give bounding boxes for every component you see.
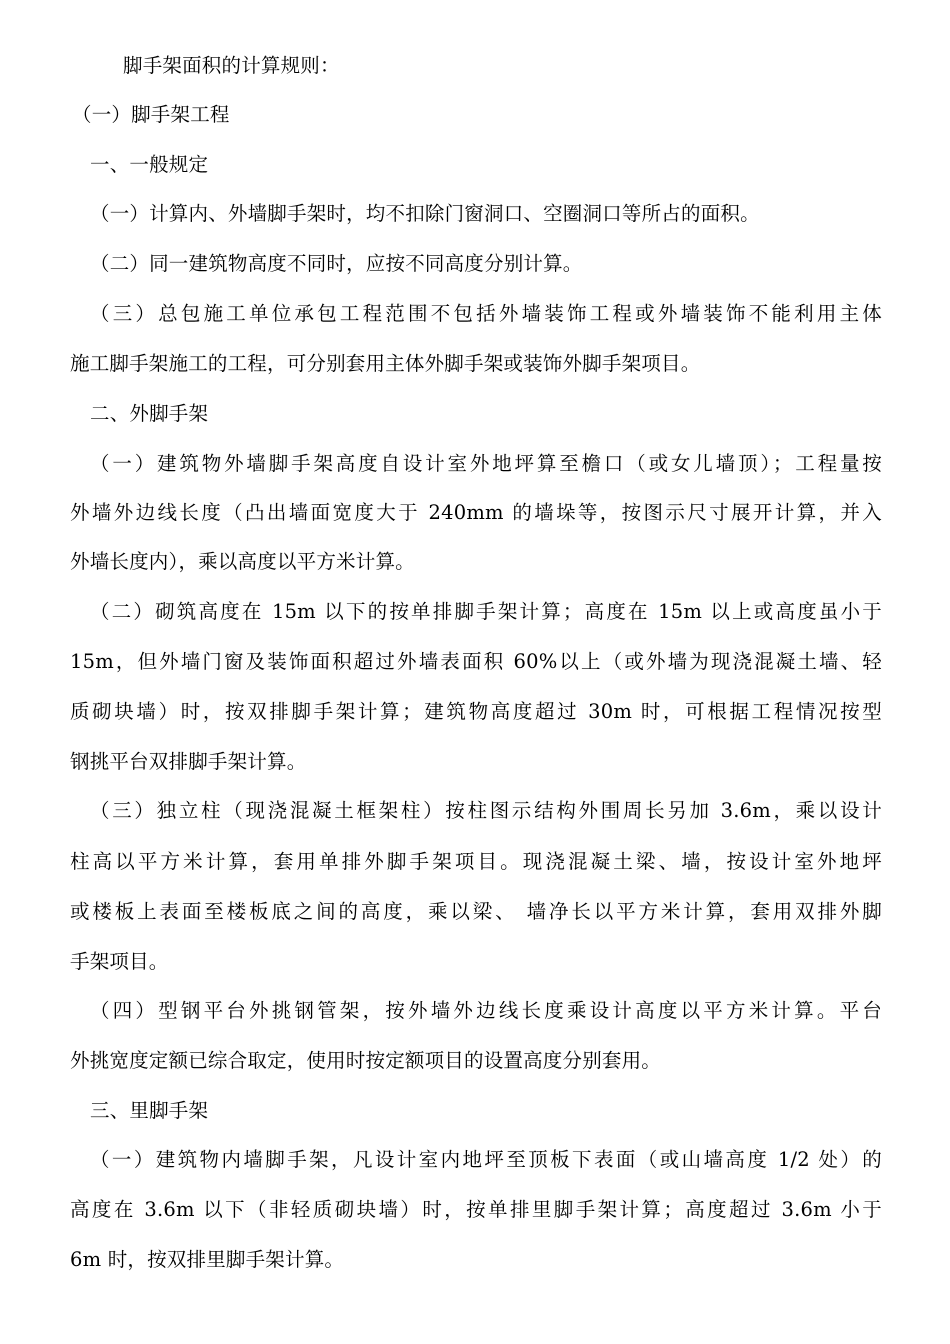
part2-item2-line2: 15m，但外墙门窗及装饰面积超过外墙表面积 60%以上（或外墙为现浇混凝土墙、轻	[70, 650, 882, 673]
part3-item1-line3: 6m 时，按双排里脚手架计算。	[70, 1248, 345, 1271]
part2-item4-line1: （四）型钢平台外挑钢管架，按外墙外边线长度乘设计高度以平方米计算。平台	[90, 999, 882, 1022]
part2-title: 二、外脚手架	[90, 402, 209, 425]
part2-item1-line2: 外墙外边线长度（凸出墙面宽度大于 240mm 的墙垛等，按图示尺寸展开计算，并入	[70, 501, 882, 524]
part3-item1-line2: 高度在 3.6m 以下（非轻质砌块墙）时，按单排里脚手架计算；高度超过 3.6m 小于	[70, 1198, 882, 1221]
part2-item2-line1: （二）砌筑高度在 15m 以下的按单排脚手架计算；高度在 15m 以上或高度虽小于	[90, 600, 882, 623]
part2-item1-line3: 外墙长度内），乘以高度以平方米计算。	[70, 550, 415, 573]
part2-item3-line4: 手架项目。	[70, 950, 169, 973]
doc-heading: 脚手架面积的计算规则：	[123, 54, 340, 77]
part1-item1: （一）计算内、外墙脚手架时，均不扣除门窗洞口、空圈洞口等所占的面积。	[90, 202, 760, 225]
part1-item3-line1: （三）总包施工单位承包工程范围不包括外墙装饰工程或外墙装饰不能利用主体	[90, 302, 882, 325]
section-title: （一）脚手架工程	[72, 103, 230, 126]
part3-item1-line1: （一）建筑物内墙脚手架，凡设计室内地坪至顶板下表面（或山墙高度 1/2 处）的	[90, 1148, 882, 1171]
part2-item4-line2: 外挑宽度定额已综合取定，使用时按定额项目的设置高度分别套用。	[70, 1049, 662, 1072]
part1-item2: （二）同一建筑物高度不同时，应按不同高度分别计算。	[90, 252, 583, 275]
part1-item3-line2: 施工脚手架施工的工程，可分别套用主体外脚手架或装饰外脚手架项目。	[70, 352, 701, 375]
part2-item3-line1: （三）独立柱（现浇混凝土框架柱）按柱图示结构外围周长另加 3.6m，乘以设计	[90, 799, 882, 822]
part2-item3-line2: 柱高以平方米计算，套用单排外脚手架项目。现浇混凝土梁、墙，按设计室外地坪	[70, 850, 882, 873]
part2-item1-line1: （一）建筑物外墙脚手架高度自设计室外地坪算至檐口（或女儿墙顶）；工程量按	[90, 452, 882, 475]
part2-item2-line3: 质砌块墙）时，按双排脚手架计算；建筑物高度超过 30m 时，可根据工程情况按型	[70, 700, 882, 723]
part2-item2-line4: 钢挑平台双排脚手架计算。	[70, 750, 307, 773]
part3-title: 三、里脚手架	[90, 1099, 209, 1122]
part2-item3-line3: 或楼板上表面至楼板底之间的高度，乘以梁、 墙净长以平方米计算，套用双排外脚	[70, 900, 882, 923]
part1-title: 一、一般规定	[90, 153, 209, 176]
